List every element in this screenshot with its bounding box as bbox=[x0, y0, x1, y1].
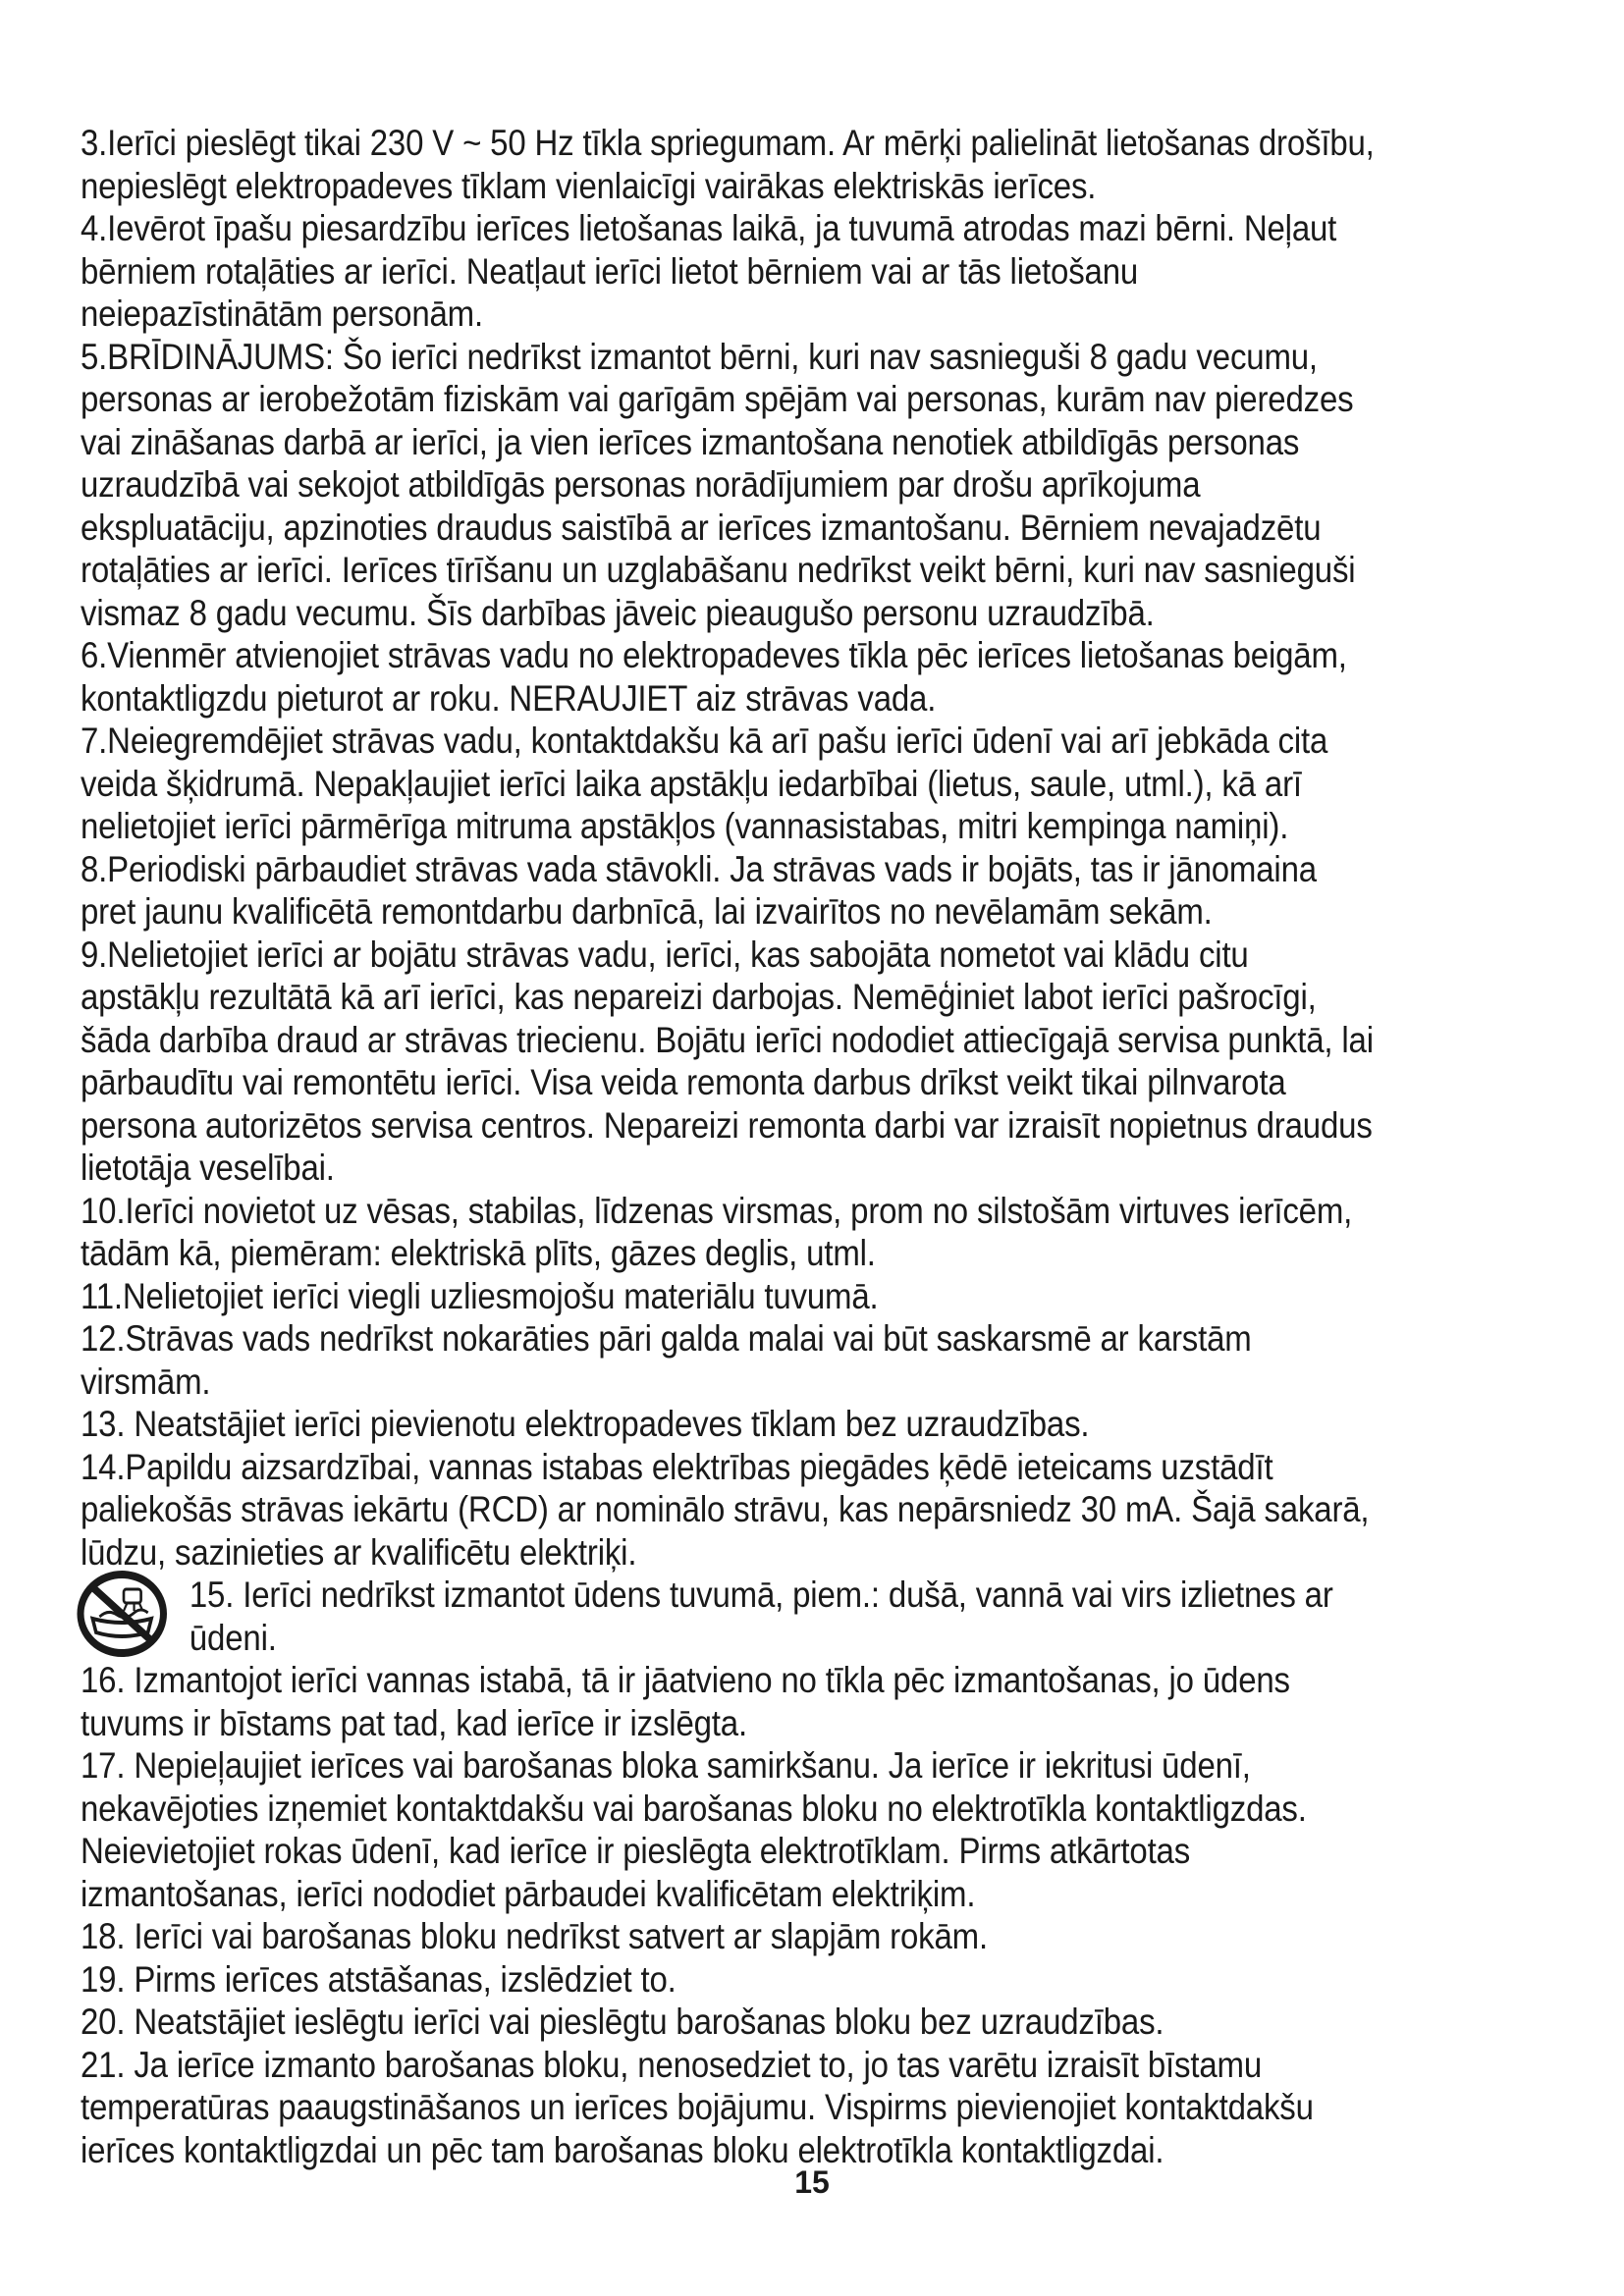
safety-item-9: 9.Nelietojiet ierīci ar bojātu strāvas vadu, ierīci, kas sabojāta nometot vai klādu citu apstākļu rezultātā kā arī ierīci, kas nepareizi darbojas. Nemēģiniet labot ierīci pašrocīgi, šāda darbība draud ar strāvas triecienu. Bojātu ierīci nododiet attiecīgajā servisa punktā, lai pārbaudītu vai remontētu ierīci. Visa veida remonta darbus drīkst veikt tikai pilnvarota persona autorizētos servisa centros. Nepareizi remonta darbi var izraisīt nopietnus draudus lietotāja veselībai. bbox=[81, 933, 1374, 1188]
safety-item-14: 14.Papildu aizsardzībai, vannas istabas elektrības piegādes ķēdē ieteicams uzstādīt paliekošās strāvas iekārtu (RCD) ar nominālo strāvu, kas nepārsniedz 30 mA. Šajā sakarā, lūdzu, sazinieties ar kvalificētu elektriķi. bbox=[81, 1445, 1370, 1573]
safety-item-5: 5.BRĪDINĀJUMS: Šo ierīci nedrīkst izmantot bērni, kuri nav sasnieguši 8 gadu vecumu, personas ar ierobežotām fiziskām vai garīgām spējām vai personas, kurām nav pieredzes vai zināšanas darbā ar ierīci, ja vien ierīces izmantošana nenotiek atbildīgās personas uzraudzībā vai sekojot atbildīgās personas norādījumiem par drošu aprīkojuma ekspluatāciju, apzinoties draudus saistībā ar ierīces izmantošanu. Bērniem nevajadzētu rotaļāties ar ierīci. Ierīces tīrīšanu un uzglabāšanu nedrīkst veikt bērni, kuri nav sasnieguši vismaz 8 gadu vecumu. Šīs darbības jāveic pieaugušo personu uzraudzībā. bbox=[81, 335, 1356, 633]
safety-item-4: 4.Ievērot īpašu piesardzību ierīces lietošanas laikā, ja tuvumā atrodas mazi bērni. Neļaut bērniem rotaļāties ar ierīci. Neatļaut ierīci lietot bērniem vai ar tās lietošanu neiepazīstinātām personām. bbox=[81, 207, 1337, 334]
safety-item-20: 20. Neatstājiet ieslēgtu ierīci vai pieslēgtu barošanas bloku bez uzraudzības. bbox=[81, 2001, 1164, 2042]
safety-item-10: 10.Ierīci novietot uz vēsas, stabilas, līdzenas virsmas, prom no silstošām virtuves ierīcēm, tādām kā, piemēram: elektriskā plīts, gāzes deglis, utml. bbox=[81, 1189, 1353, 1273]
safety-item-15-row bbox=[81, 1574, 1377, 1659]
safety-item-3: 3.Ierīci pieslēgt tikai 230 V ~ 50 Hz tīkla spriegumam. Ar mērķi palielināt lietošanas drošību, nepieslēgt elektropadeves tīklam vienlaicīgi vairākas elektriskās ierīces. bbox=[81, 122, 1375, 206]
page-number: 15 bbox=[794, 2164, 830, 2200]
safety-item-19: 19. Pirms ierīces atstāšanas, izslēdziet to. bbox=[81, 1957, 677, 2000]
safety-item-11: 11.Nelietojiet ierīci viegli uzliesmojošu materiālu tuvumā. bbox=[81, 1274, 879, 1316]
safety-item-18: 18. Ierīci vai barošanas bloku nedrīkst satvert ar slapjām rokām. bbox=[81, 1915, 988, 1956]
safety-item-8: 8.Periodiski pārbaudiet strāvas vada stāvokli. Ja strāvas vads ir bojāts, tas ir jānomaina pret jaunu kvalificētā remontdarbu darbnīcā, lai izvairītos no nevēlamām sekām. bbox=[81, 847, 1317, 932]
safety-item-17: 17. Nepieļaujiet ierīces vai barošanas bloka samirkšanu. Ja ierīce ir iekritusi ūdenī, nekavējoties izņemiet kontaktdakšu vai barošanas bloku no elektrotīkla kontaktligzdas. Neievietojiet rokas ūdenī, kad ierīce ir pieslēgta elektrotīklam. Pirms atkārtotas izmantošanas, ierīci nododiet pārbaudei kvalificētam elektriķim. bbox=[81, 1744, 1307, 1914]
safety-item-7: 7.Neiegremdējiet strāvas vadu, kontaktdakšu kā arī pašu ierīci ūdenī vai arī jebkāda cita veida šķidrumā. Nepakļaujiet ierīci laika apstākļu iedarbībai (lietus, saule, utml.), kā arī nelietojiet ierīci pārmērīga mitruma apstākļos (vannasistabas, mitri kempinga namiņi). bbox=[81, 720, 1328, 846]
safety-item-12: 12.Strāvas vads nedrīkst nokarāties pāri galda malai vai būt saskarsmē ar karstām virsmām. bbox=[81, 1317, 1252, 1402]
safety-item-15: 15. Ierīci nedrīkst izmantot ūdens tuvumā, piem.: dušā, vannā vai virs izlietnes ar ūdeni. bbox=[189, 1574, 1333, 1658]
manual-page-body bbox=[81, 122, 1377, 2171]
safety-item-13: 13. Neatstājiet ierīci pievienotu elektropadeves tīklam bez uzraudzības. bbox=[81, 1403, 1090, 1444]
no-water-bath-icon bbox=[74, 1568, 176, 1658]
safety-item-16: 16. Izmantojot ierīci vannas istabā, tā ir jāatvieno no tīkla pēc izmantošanas, jo ūdens tuvums ir bīstams pat tad, kad ierīce ir izslēgta. bbox=[81, 1659, 1290, 1743]
safety-item-6: 6.Vienmēr atvienojiet strāvas vadu no elektropadeves tīkla pēc ierīces lietošanas beigām, kontaktligzdu pieturot ar roku. NERAUJIET aiz strāvas vada. bbox=[81, 634, 1347, 719]
safety-item-21: 21. Ja ierīce izmanto barošanas bloku, nenosedziet to, jo tas varētu izraisīt bīstamu temperatūras paaugstināšanos un ierīces bojājumu. Vispirms pievienojiet kontaktdakšu ierīces kontaktligzdai un pēc tam barošanas bloku elektrotīkla kontaktligzdai. bbox=[81, 2043, 1314, 2170]
